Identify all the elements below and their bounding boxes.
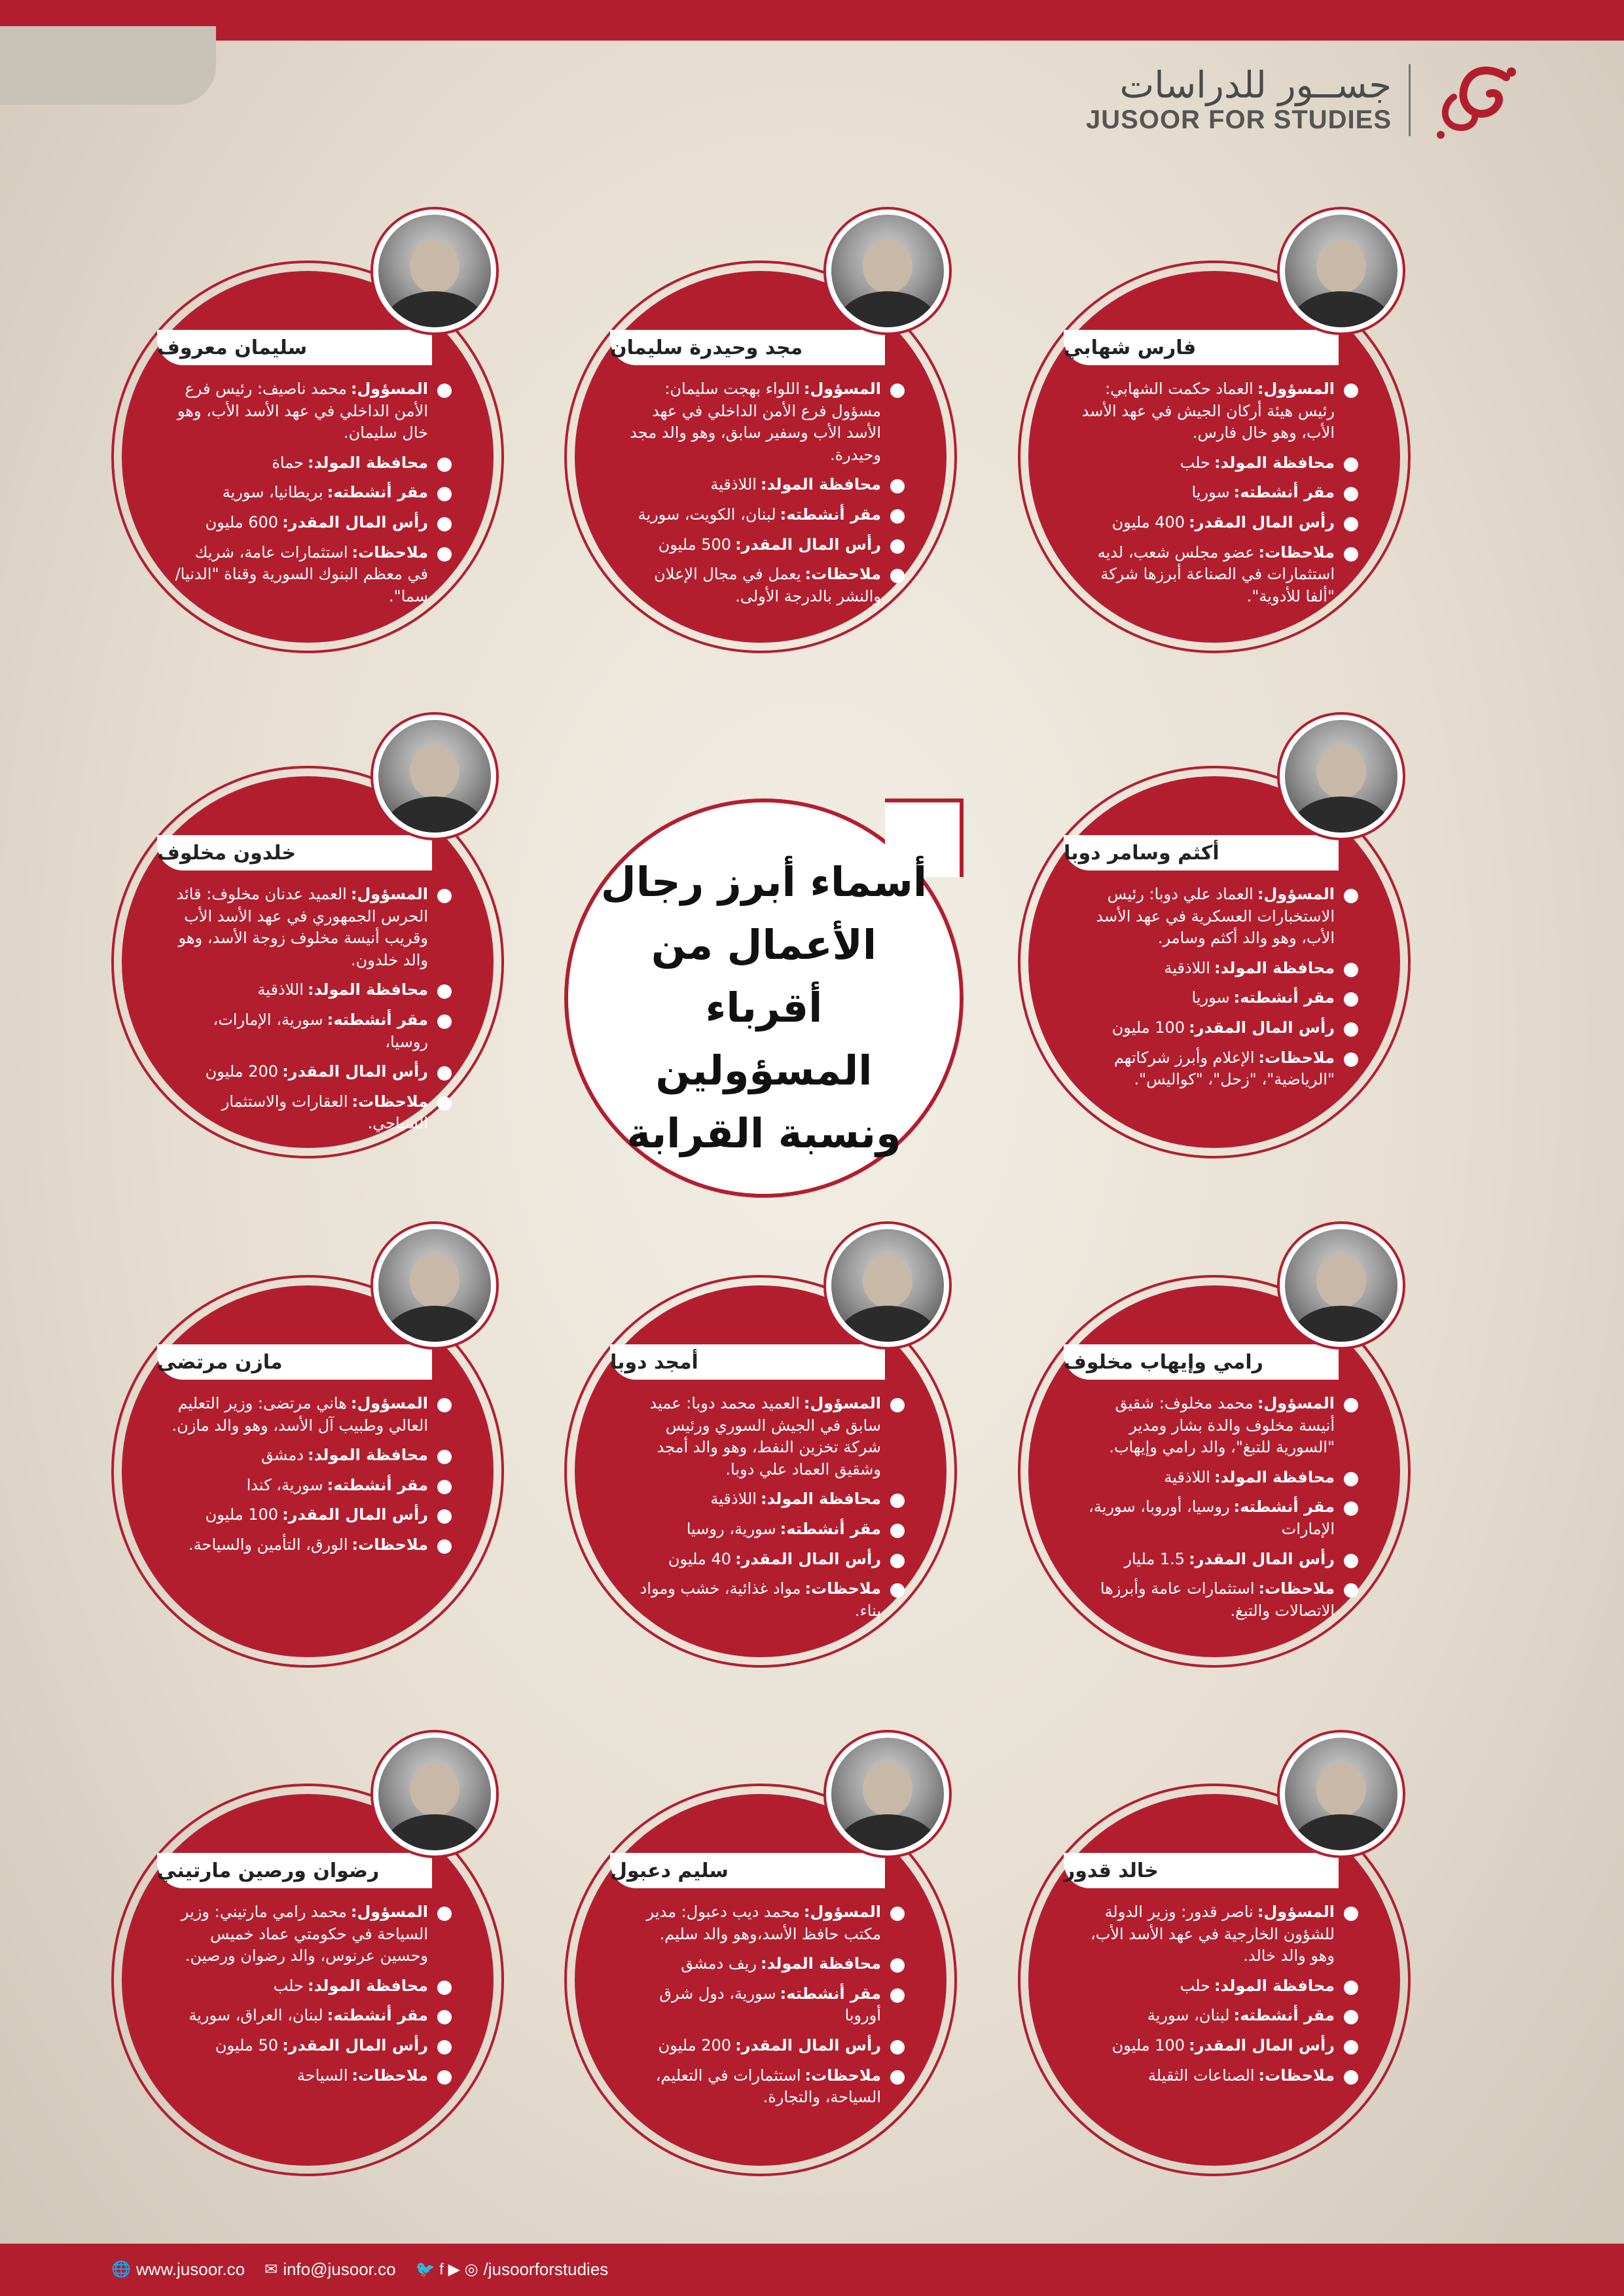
bullet-icon [890,1398,905,1412]
card-name: مازن مرتضى [157,1344,432,1380]
profile-card [564,1275,957,1668]
bullet-icon [1344,1472,1358,1486]
bullet-icon [437,2040,452,2054]
bullet-icon [437,487,452,501]
card-name: سليم دعبول [610,1853,885,1888]
field-activities: مقر أنشطته:سورية، الإمارات، روسيا، [170,1009,452,1053]
field-capital: رأس المال المقدر:100 مليون [170,1504,452,1526]
bullet-icon [437,457,452,472]
bullet-icon [890,384,905,398]
bullet-icon [1344,1501,1358,1516]
bullet-icon [437,889,452,903]
field-official: المسؤول:ناصر قدور: وزير الدولة للشؤون الخارجية في عهد الأسد الأب، وهو والد خالد. [1077,1901,1358,1967]
portrait-photo [823,207,952,335]
field-birth: محافظة المولد:حماة [170,452,452,475]
field-birth: محافظة المولد:حلب [1077,1975,1358,1998]
field-notes: ملاحظات:عضو مجلس شعب، لديه استثمارات في الصناعة أبرزها شركة "ألفا للأدوية". [1077,542,1358,608]
field-notes: ملاحظات:استثمارات عامة، شريك في معظم البنوك السورية وقناة "الدنيا/ سما". [170,542,452,608]
field-official: المسؤول:العماد حكمت الشهابي: رئيس هيئة أركان الجيش في عهد الأسد الأب، وهو خال فارس. [1077,378,1358,444]
field-capital: رأس المال المقدر:200 مليون [170,1061,452,1083]
card-name: مجد وحيدرة سليمان [610,330,885,365]
bullet-icon [437,1066,452,1081]
portrait-photo [370,1730,499,1858]
bullet-icon [1344,1554,1358,1568]
bullet-icon [437,1509,452,1524]
social-icons: 🐦 f ▶ ◎ [415,2260,478,2278]
field-capital: رأس المال المقدر:100 مليون [1077,2035,1358,2057]
field-official: المسؤول:محمد مخلوف: شقيق أنيسة مخلوف والدة بشار ومدير "السورية للتبغ"، والد رامي وإيهاب. [1077,1393,1358,1459]
portrait-photo [370,712,499,840]
footer-email[interactable]: ✉ info@jusoor.co [264,2259,396,2279]
field-notes: ملاحظات:الإعلام وأبرز شركاتهم "الرياضية"، "زحل"، "كواليس". [1077,1047,1358,1091]
bullet-icon [1344,1052,1358,1067]
field-birth: محافظة المولد:حلب [1077,452,1358,475]
bullet-icon [437,1014,452,1029]
bullet-icon [437,384,452,398]
bullet-icon [890,509,905,524]
globe-icon: 🌐 [111,2260,131,2278]
bullet-icon [1344,2010,1358,2024]
field-activities: مقر أنشطته:روسيا، أوروبا، سورية، الإمارات [1077,1496,1358,1540]
field-capital: رأس المال المقدر:50 مليون [170,2035,452,2057]
field-official: المسؤول:العميد عدنان مخلوف: قائد الحرس الجمهوري في عهد الأسد الأب وقريب أنيسة مخلوف زوجة الأسد، وهو والد خلدون. [170,884,452,971]
portrait-photo [1277,1221,1405,1350]
bullet-icon [437,1539,452,1554]
field-activities: مقر أنشطته:سورية، كندا [170,1475,452,1497]
logo-separator [1409,64,1411,136]
page-title: أسماء أبرز رجال الأعمال من أقرباء المسؤولين ونسبة القرابة [600,858,928,1158]
profile-card [1018,766,1411,1158]
logo-text [1086,65,1392,135]
bullet-icon [437,1096,452,1111]
bullet-icon [1344,963,1358,977]
field-notes: ملاحظات:السياحة [170,2065,452,2087]
bullet-icon [1344,2070,1358,2085]
field-birth: محافظة المولد:اللاذقية [1077,1467,1358,1489]
logo-mark-icon [1428,58,1526,143]
footer-social[interactable]: 🐦 f ▶ ◎ /jusoorforstudies [415,2259,609,2279]
bullet-icon [437,1907,452,1921]
field-capital: رأس المال المقدر:600 مليون [170,512,452,534]
bullet-icon [890,1554,905,1568]
portrait-photo [370,207,499,335]
card-name: رضوان ورصين مارتيني [157,1853,432,1888]
bullet-icon [890,2040,905,2054]
field-official: المسؤول:محمد ناصيف: رئيس فرع الأمن الداخلي في عهد الأسد الأب، وهو خال سليمان. [170,378,452,444]
title-card [564,798,964,1198]
field-activities: مقر أنشطته:سوريا [1077,987,1358,1009]
card-name: أكثم وسامر دوبا [1064,835,1339,870]
field-notes: ملاحظات:استثمارات في التعليم، السياحة، والتجارة. [623,2065,905,2109]
bullet-icon [437,1450,452,1464]
field-activities: مقر أنشطته:بريطانيا، سورية [170,482,452,504]
bullet-icon [890,1907,905,1921]
bullet-icon [890,1494,905,1508]
profile-card [564,1784,957,2176]
field-activities: مقر أنشطته:لبنان، الكويت، سورية [623,504,905,526]
card-name: خالد قدور [1064,1853,1339,1888]
footer-website[interactable]: 🌐 www.jusoor.co [111,2259,245,2279]
field-birth: محافظة المولد:اللاذقية [1077,958,1358,980]
field-birth: محافظة المولد:اللاذقية [170,979,452,1001]
bullet-icon [437,984,452,999]
field-official: المسؤول:محمد رامي مارتيني: وزير السياحة في حكومتي عماد خميس وحسين عرنوس، والد رضوان ورصين. [170,1901,452,1967]
bullet-icon [1344,992,1358,1007]
bullet-icon [890,479,905,493]
bullet-icon [437,547,452,562]
card-name: رامي وإيهاب مخلوف [1064,1344,1339,1380]
field-notes: ملاحظات:يعمل في مجال الإعلان والنشر بالدرجة الأولى. [623,564,905,607]
bullet-icon [1344,384,1358,398]
card-name: فارس شهابي [1064,330,1339,365]
bullet-icon [1344,487,1358,501]
field-activities: مقر أنشطته:سوريا [1077,482,1358,504]
bullet-icon [1344,1981,1358,1995]
field-official: المسؤول:العميد محمد دوبا: عميد سابق في الجيش السوري ورئيس شركة تخزين النفط، وهو والد أمجد وشقيق العماد علي دوبا. [623,1393,905,1480]
field-activities: مقر أنشطته:لبنان، العراق، سورية [170,2005,452,2027]
field-birth: محافظة المولد:حلب [170,1975,452,1998]
bullet-icon [890,1583,905,1598]
bullet-icon [437,2010,452,2024]
field-capital: رأس المال المقدر:200 مليون [623,2035,905,2057]
portrait-photo [1277,207,1405,335]
brand-name-en: JUSOOR FOR STUDIES [1086,105,1392,135]
field-capital: رأس المال المقدر:500 مليون [623,534,905,556]
bullet-icon [890,1988,905,2003]
field-notes: ملاحظات:مواد غذائية، خشب ومواد بناء. [623,1578,905,1622]
profile-card [111,260,504,653]
field-birth: محافظة المولد:ريف دمشق [623,1953,905,1975]
bullet-icon [1344,1907,1358,1921]
bullet-icon [1344,1398,1358,1412]
top-tab [0,26,216,105]
bullet-icon [890,1524,905,1538]
card-name: سليمان معروف [157,330,432,365]
field-notes: ملاحظات:الصناعات الثقيلة [1077,2065,1358,2087]
profile-card [1018,260,1411,653]
field-capital: رأس المال المقدر:100 مليون [1077,1017,1358,1039]
portrait-photo [1277,1730,1405,1858]
bullet-icon [890,2070,905,2085]
bullet-icon [1344,547,1358,562]
card-name: أمجد دوبا [610,1344,885,1380]
portrait-photo [823,1221,952,1350]
bullet-icon [437,1981,452,1995]
bullet-icon [437,1480,452,1494]
bullet-icon [890,1958,905,1973]
bullet-icon [1344,1583,1358,1598]
bullet-icon [1344,457,1358,472]
field-activities: مقر أنشطته:لبنان، سورية [1077,2005,1358,2027]
bullet-icon [1344,889,1358,903]
field-activities: مقر أنشطته:سورية، دول شرق أوروبا [623,1983,905,2027]
top-band [0,0,1624,41]
portrait-photo [370,1221,499,1350]
bullet-icon [437,2070,452,2085]
profile-card [1018,1275,1411,1668]
portrait-photo [1277,712,1405,840]
field-notes: ملاحظات:استثمارات عامة وأبرزها الاتصالات والتبغ. [1077,1578,1358,1622]
bullet-icon [1344,2040,1358,2054]
field-activities: مقر أنشطته:سورية، روسيا [623,1518,905,1541]
field-official: المسؤول:اللواء بهجت سليمان: مسؤول فرع الأمن الداخلي في عهد الأسد الأب وسفير سابق، وهو والد مجد وحيدرة. [623,378,905,466]
field-birth: محافظة المولد:دمشق [170,1444,452,1467]
brand-name-ar: جســور للدراسات [1119,63,1392,107]
field-birth: محافظة المولد:اللاذقية [623,474,905,496]
field-official: المسؤول:هاني مرتضى: وزير التعليم العالي وطبيب آل الأسد، وهو والد مازن. [170,1393,452,1437]
footer [111,2253,608,2286]
profile-card [1018,1784,1411,2176]
bullet-icon [1344,1022,1358,1037]
field-birth: محافظة المولد:اللاذقية [623,1488,905,1511]
bullet-icon [1344,517,1358,531]
profile-card [111,766,504,1158]
field-capital: رأس المال المقدر:40 مليون [623,1549,905,1571]
bullet-icon [890,569,905,583]
field-official: المسؤول:العماد علي دوبا: رئيس الاستخبارات العسكرية في عهد الأسد الأب، وهو والد أكثم وسامر. [1077,884,1358,950]
field-notes: ملاحظات:الورق، التأمين والسياحة. [170,1534,452,1556]
bullet-icon [437,517,452,531]
profile-card [111,1784,504,2176]
field-capital: رأس المال المقدر:400 مليون [1077,512,1358,534]
profile-card [564,260,957,653]
profile-card [111,1275,504,1668]
card-name: خلدون مخلوف [157,835,432,870]
field-official: المسؤول:محمد ديب دعبول: مدير مكتب حافظ الأسد،وهو والد سليم. [623,1901,905,1945]
portrait-photo [823,1730,952,1858]
mail-icon: ✉ [264,2260,278,2278]
brand-logo [1086,51,1526,149]
field-notes: ملاحظات:العقارات والاستثمار السياحي. [170,1091,452,1135]
bullet-icon [890,539,905,554]
field-capital: رأس المال المقدر:1.5 مليار [1077,1549,1358,1571]
bullet-icon [437,1398,452,1412]
